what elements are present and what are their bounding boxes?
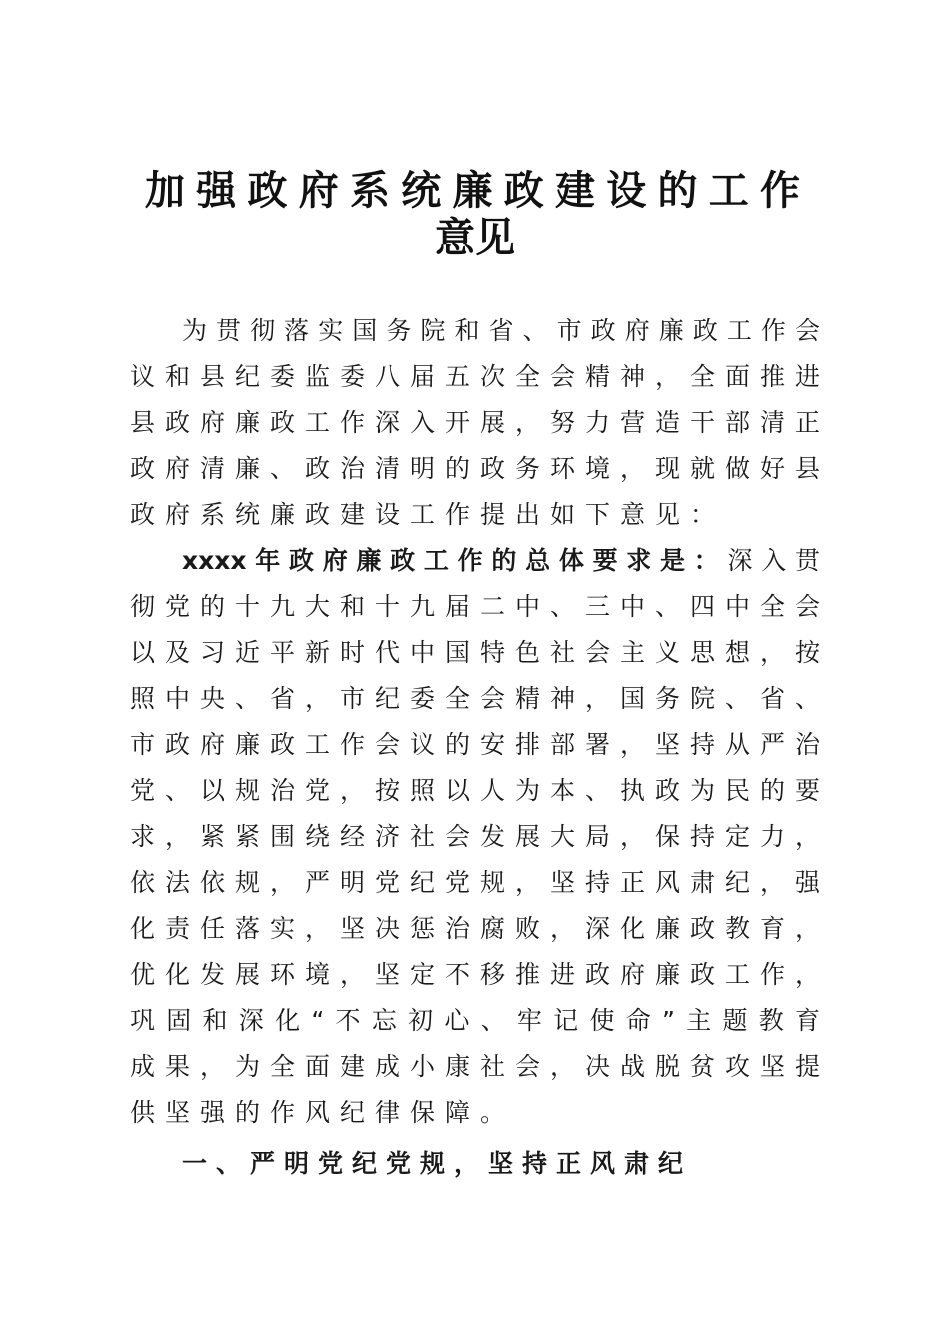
requirements-first-tail: 深入贯	[727, 546, 820, 575]
requirements-line-4: 照中央、省，市纪委全会精神，国务院、省、	[130, 684, 820, 713]
intro-line-4: 政府清廉、政治清明的政务环境，现就做好县	[130, 454, 820, 483]
intro-line-5: 政府系统廉政建设工作提出如下意见：	[130, 500, 726, 529]
requirements-line-2: 彻党的十九大和十九届二中、三中、四中全会	[130, 592, 820, 621]
requirements-line-7: 求，紧紧围绕经济社会发展大局，保持定力，	[130, 822, 820, 851]
requirements-line-3: 以及习近平新时代中国特色社会主义思想，按	[130, 638, 820, 667]
document-title-line-1: 加强政府系统廉政建设的工作	[145, 167, 800, 214]
requirements-line-13: 供坚强的作风纪律保障。	[130, 1098, 516, 1127]
requirements-line-9: 化责任落实，坚决惩治腐败，深化廉政教育，	[130, 914, 820, 943]
requirements-line-6: 党、以规治党，按照以人为本、执政为民的要	[130, 776, 820, 805]
requirements-line-5: 市政府廉政工作会议的安排部署，坚持从严治	[130, 730, 820, 759]
requirements-line-11: 巩固和深化“不忘初心、牢记使命”主题教育	[130, 1006, 820, 1035]
intro-line-1: 为贯彻落实国务院和省、市政府廉政工作会	[182, 316, 820, 345]
requirements-line-12: 成果，为全面建成小康社会，决战脱贫攻坚提	[130, 1052, 820, 1081]
requirements-line-8: 依法依规，严明党纪党规，坚持正风肃纪，强	[130, 868, 820, 897]
intro-line-2: 议和县纪委监委八届五次全会精神，全面推进	[130, 362, 820, 391]
section-1-heading: 一、严明党纪党规，坚持正风肃纪	[182, 1149, 693, 1178]
requirements-first-line	[182, 538, 820, 584]
requirements-line-10: 优化发展环境，坚定不移推进政府廉政工作，	[130, 960, 820, 989]
intro-line-3: 县政府廉政工作深入开展，努力营造干部清正	[130, 408, 820, 437]
requirements-lead: xxxx年政府廉政工作的总体要求是：	[182, 546, 728, 575]
document-title-line-2: 意见	[435, 214, 515, 261]
